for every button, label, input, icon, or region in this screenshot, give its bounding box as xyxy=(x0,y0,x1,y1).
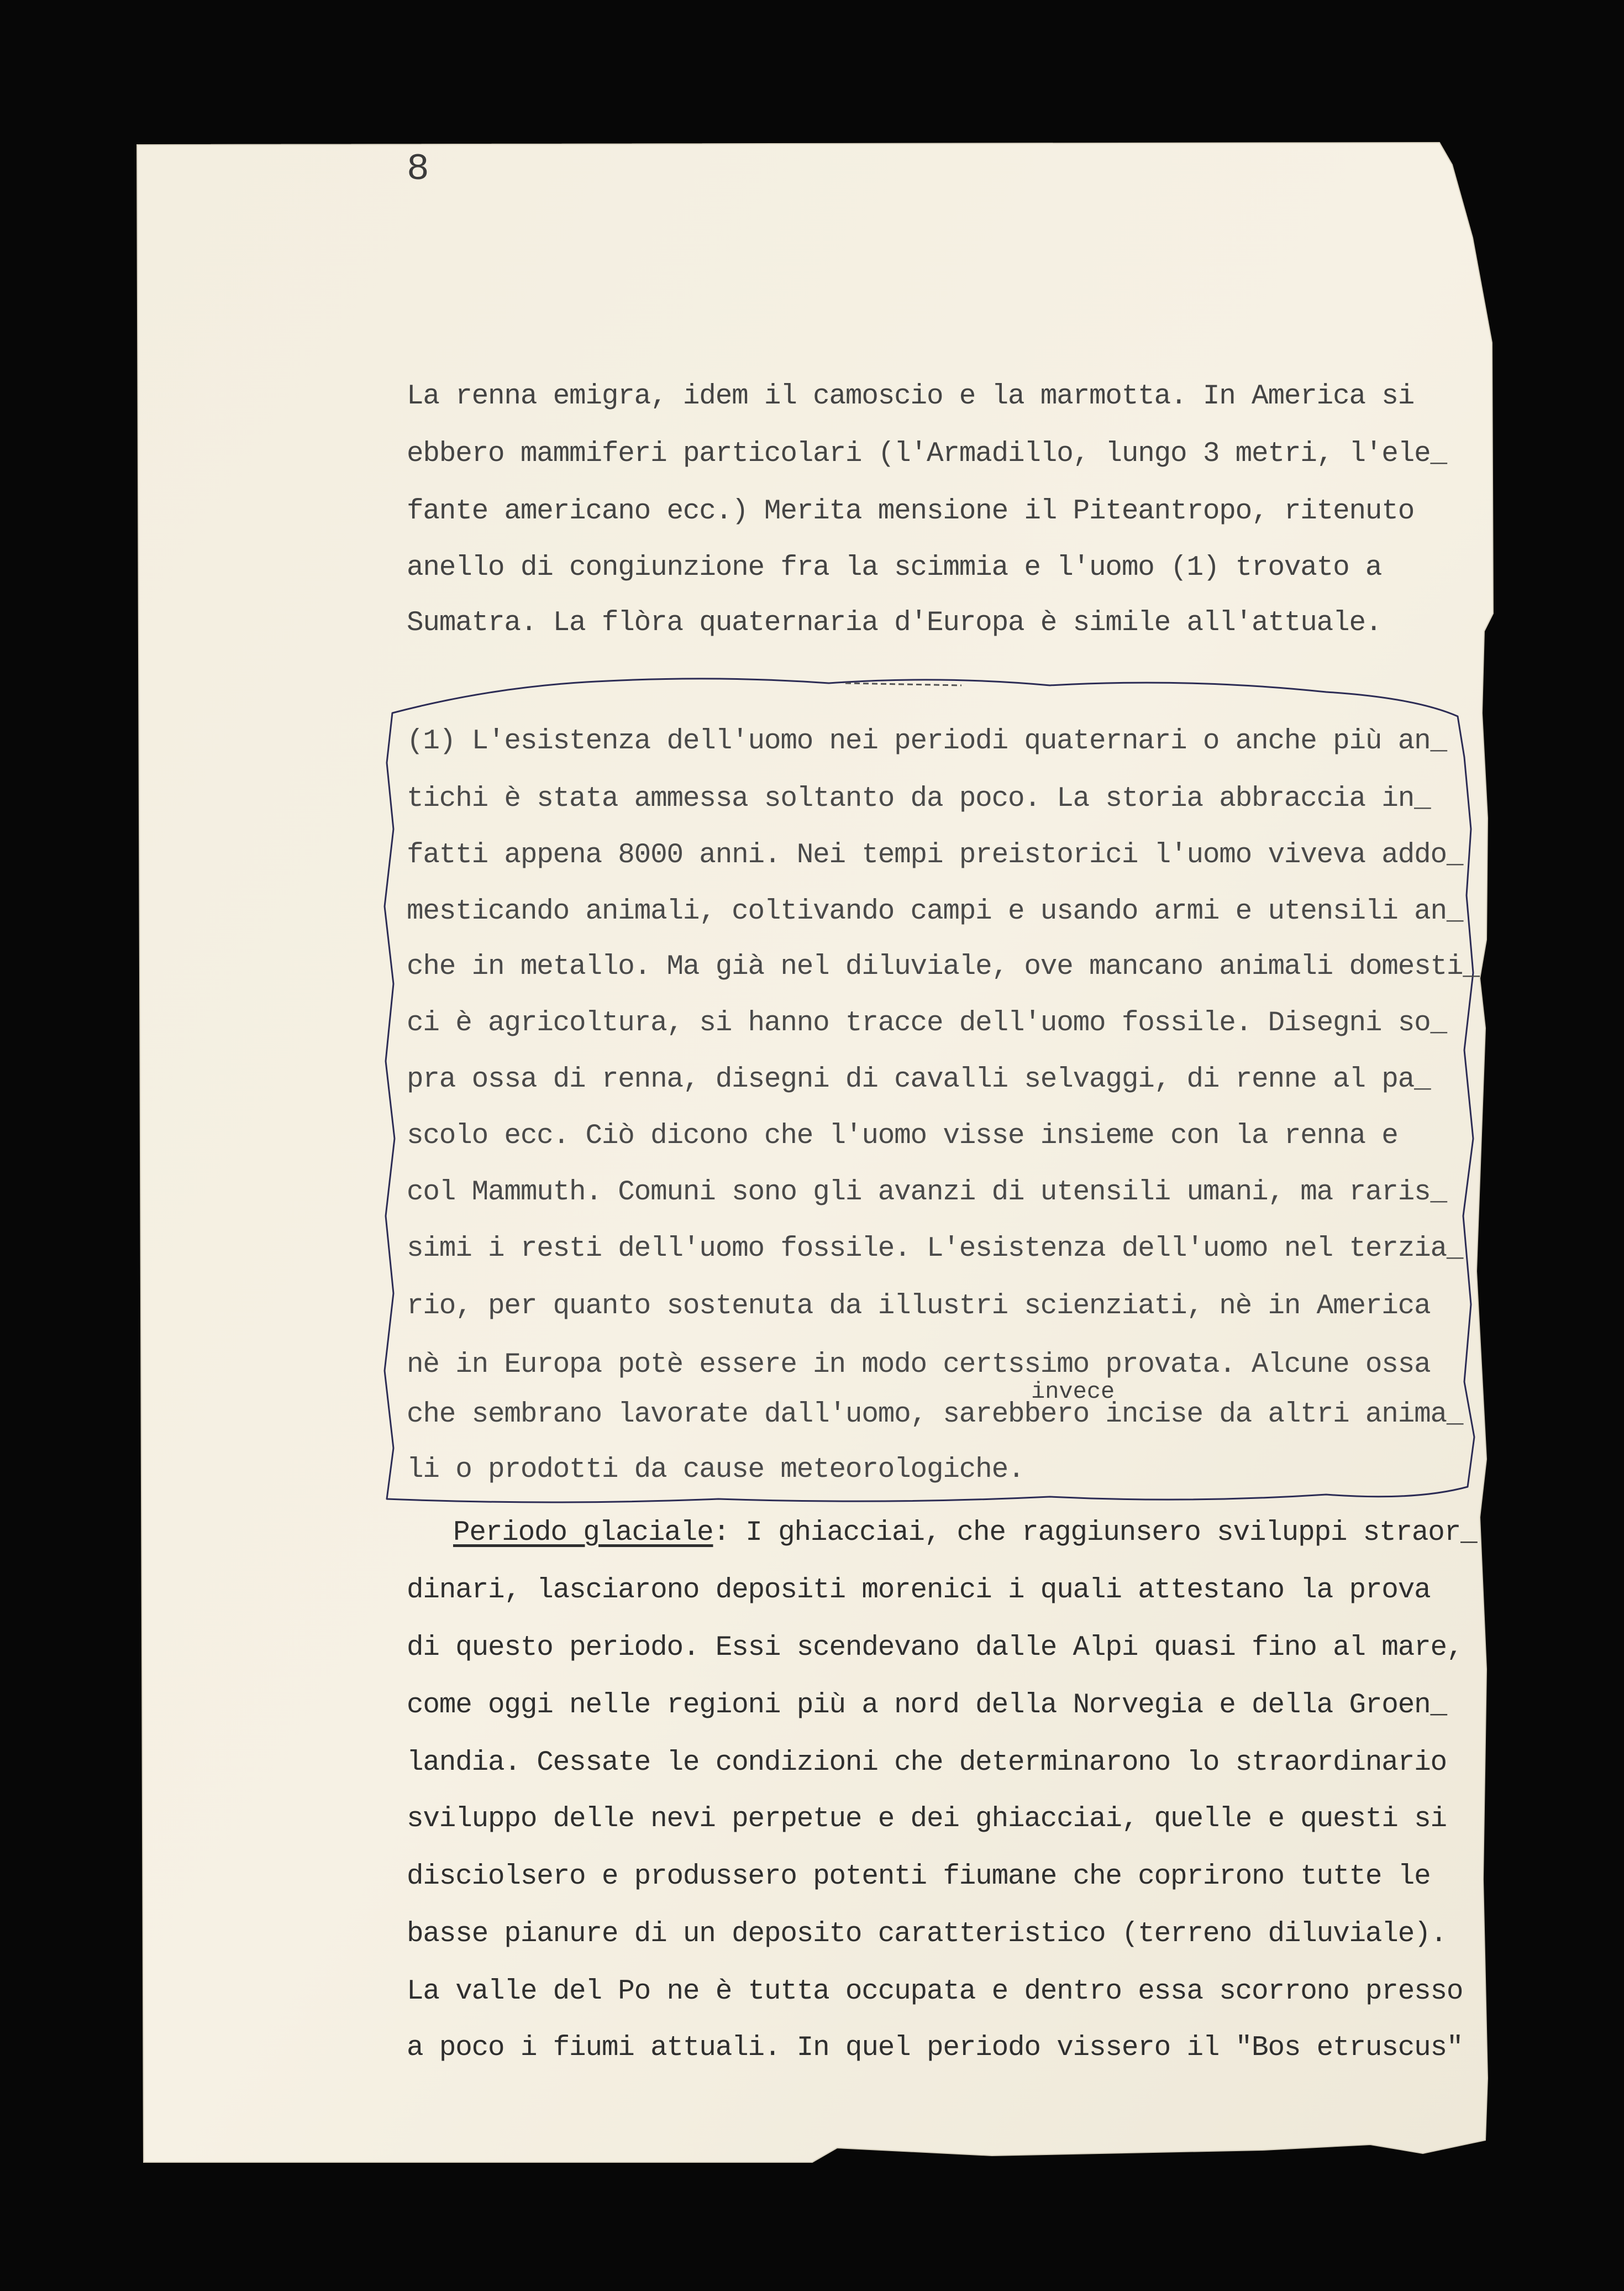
footnote-line: fatti appena 8000 anni. Nei tempi preistorici l'uomo viveva addo_ xyxy=(407,840,1463,871)
text-line: a poco i fiumi attuali. In quel periodo vissero il "Bos etruscus" xyxy=(407,2032,1463,2064)
section-heading: Periodo glaciale xyxy=(453,1517,713,1549)
footnote-line: che sembrano lavorate dall'uomo, sarebbero incise da altri anima_ xyxy=(407,1399,1463,1430)
section-heading-line xyxy=(453,1517,1481,1553)
footnote-line: pra ossa di renna, disegni di cavalli selvaggi, di renne al pa_ xyxy=(407,1064,1431,1095)
footnote-line: simi i resti dell'uomo fossile. L'esistenza dell'uomo nel terzia_ xyxy=(407,1233,1463,1265)
text-line: basse pianure di un deposito caratteristico (terreno diluviale). xyxy=(407,1918,1447,1950)
text-line: come oggi nelle regioni più a nord della Norvegia e della Groen_ xyxy=(407,1690,1447,1721)
footnote-line: (1) L'esistenza dell'uomo nei periodi quaternari o anche più an_ xyxy=(407,726,1447,757)
text-line: anello di congiunzione fra la scimmia e l'uomo (1) trovato a xyxy=(407,552,1382,584)
text-line: fante americano ecc.) Merita mensione il Piteantropo, ritenuto xyxy=(407,496,1415,527)
text-line: landia. Cessate le condizioni che determinarono lo straordinario xyxy=(407,1747,1447,1779)
section-heading-suffix: : I ghiacciai, che raggiunsero sviluppi straor_ xyxy=(713,1517,1477,1549)
footnote-line: tichi è stata ammessa soltanto da poco. La storia abbraccia in_ xyxy=(407,783,1431,815)
footnote-line: che in metallo. Ma già nel diluviale, ove mancano animali domesti_ xyxy=(407,951,1479,983)
footnote-line: col Mammuth. Comuni sono gli avanzi di utensili umani, ma raris_ xyxy=(407,1177,1447,1208)
text-line: La valle del Po ne è tutta occupata e dentro essa scorrono presso xyxy=(407,1976,1463,2007)
text-line: sviluppo delle nevi perpetue e dei ghiacciai, quelle e questi si xyxy=(407,1804,1447,1835)
page-number: 8 xyxy=(407,148,429,191)
footnote-line: rio, per quanto sostenuta da illustri scienziati, nè in America xyxy=(407,1291,1431,1322)
footnote-line: ci è agricoltura, si hanno tracce dell'uomo fossile. Disegni so_ xyxy=(407,1008,1447,1039)
text-line: di questo periodo. Essi scendevano dalle Alpi quasi fino al mare, xyxy=(407,1632,1463,1664)
footnote-line: scolo ecc. Ciò dicono che l'uomo visse insieme con la renna e xyxy=(407,1120,1398,1152)
text-line: ebbero mammiferi particolari (l'Armadillo, lungo 3 metri, l'ele_ xyxy=(407,438,1447,470)
text-line: dinari, lasciarono depositi morenici i quali attestano la prova xyxy=(407,1575,1431,1606)
text-line: Sumatra. La flòra quaternaria d'Europa è simile all'attuale. xyxy=(407,607,1382,639)
footnote-line: mesticando animali, coltivando campi e usando armi e utensili an_ xyxy=(407,896,1463,927)
text-line: disciolsero e produssero potenti fiumane che coprirono tutte le xyxy=(407,1861,1431,1892)
footnote-insertion: invece xyxy=(1031,1378,1115,1405)
footnote-line: li o prodotti da cause meteorologiche. xyxy=(407,1454,1024,1486)
text-line: La renna emigra, idem il camoscio e la marmotta. In America si xyxy=(407,381,1415,412)
footnote-line: nè in Europa potè essere in modo certssimo provata. Alcune ossa xyxy=(407,1349,1431,1381)
